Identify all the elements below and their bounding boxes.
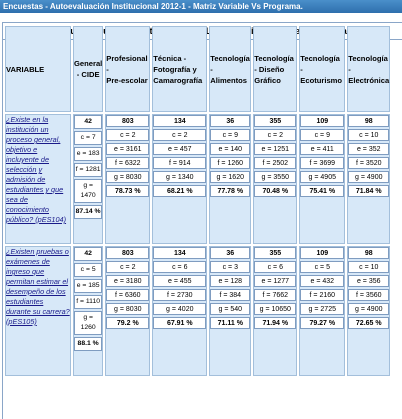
percent-value: 67.91 %: [153, 317, 206, 329]
program-header-fotografia: Técnica - Fotografía y Camarografía: [152, 26, 207, 112]
g-value: g = 1340: [153, 171, 206, 183]
c-value: c = 6: [153, 261, 206, 273]
e-value: e = 1277: [254, 275, 296, 287]
percent-value: 88.1 %: [74, 337, 102, 351]
percent-value: 68.21 %: [153, 185, 206, 197]
variable-question: ¿Existen pruebas o exámenes de ingreso que permitan estimar el desempeño de los estudiantes durante su carrera? (pES105): [5, 246, 71, 376]
total-value: 36: [210, 247, 250, 259]
e-value: e = 3180: [106, 275, 149, 287]
program-cell: [209, 114, 251, 244]
program-header-ecoturismo: Tecnología - Ecoturismo: [299, 26, 345, 112]
c-value: c = 2: [106, 261, 149, 273]
percent-value: 78.73 %: [106, 185, 149, 197]
program-cell: [209, 246, 251, 376]
e-value: e = 183: [74, 147, 102, 161]
total-value: 98: [348, 115, 389, 127]
f-value: f = 1260: [210, 157, 250, 169]
variable-program-matrix: [3, 24, 392, 378]
total-value: 98: [348, 247, 389, 259]
program-header-electronica: Tecnología - Electrónica: [347, 26, 390, 112]
f-value: f = 384: [210, 289, 250, 301]
variable-header: VARIABLE: [5, 26, 71, 112]
general-cell: [73, 246, 103, 376]
total-value: 803: [106, 247, 149, 259]
f-value: f = 6322: [106, 157, 149, 169]
g-value: g = 4900: [348, 303, 389, 315]
percent-value: 79.2 %: [106, 317, 149, 329]
table-row: [5, 114, 390, 244]
g-value: g = 3550: [254, 171, 296, 183]
e-value: e = 356: [348, 275, 389, 287]
g-value: g = 540: [210, 303, 250, 315]
g-value: g = 1620: [210, 171, 250, 183]
c-value: c = 5: [74, 263, 102, 277]
program-header-diseno-grafico: Tecnología - Diseño Gráfico: [253, 26, 297, 112]
program-header-preescolar: Profesional - Pre-escolar: [105, 26, 150, 112]
variable-question: ¿Existe en la institución un proceso general, objetivo e incluyente de selección y admisión de estudiantes y que sea de conocimiento público? (pES104): [5, 114, 71, 244]
percent-value: 72.65 %: [348, 317, 389, 329]
percent-value: 70.48 %: [254, 185, 296, 197]
f-value: f = 3520: [348, 157, 389, 169]
percent-value: 71.94 %: [254, 317, 296, 329]
program-header-alimentos: Tecnología - Alimentos: [209, 26, 251, 112]
c-value: c = 3: [210, 261, 250, 273]
total-value: 134: [153, 247, 206, 259]
c-value: c = 9: [300, 129, 344, 141]
percent-value: 77.78 %: [210, 185, 250, 197]
total-value: 355: [254, 115, 296, 127]
program-cell: [105, 114, 150, 244]
window-title: Encuestas - Autoevaluación Institucional 2012-1 - Matriz Variable Vs Programa.: [3, 2, 303, 11]
percent-value: 71.11 %: [210, 317, 250, 329]
e-value: e = 140: [210, 143, 250, 155]
program-cell: [299, 246, 345, 376]
f-value: f = 2730: [153, 289, 206, 301]
e-value: e = 455: [153, 275, 206, 287]
program-cell: [347, 114, 390, 244]
program-cell: [253, 114, 297, 244]
g-value: g = 1470: [74, 179, 102, 203]
program-cell: [347, 246, 390, 376]
percent-value: 75.41 %: [300, 185, 344, 197]
f-value: f = 7662: [254, 289, 296, 301]
total-value: 109: [300, 247, 344, 259]
window-title-bar: [0, 0, 402, 13]
c-value: c = 9: [210, 129, 250, 141]
total-value: 42: [74, 247, 102, 261]
table-row: [5, 246, 390, 376]
f-value: f = 6360: [106, 289, 149, 301]
matrix-container: [3, 24, 392, 378]
g-value: g = 8030: [106, 171, 149, 183]
general-header: General - CIDE: [73, 26, 103, 112]
e-value: e = 1251: [254, 143, 296, 155]
g-value: g = 4020: [153, 303, 206, 315]
program-cell: [152, 114, 207, 244]
c-value: c = 10: [348, 129, 389, 141]
c-value: c = 10: [348, 261, 389, 273]
percent-value: 71.84 %: [348, 185, 389, 197]
program-cell: [105, 246, 150, 376]
f-value: f = 1281: [74, 163, 102, 177]
f-value: f = 3560: [348, 289, 389, 301]
program-cell: [152, 246, 207, 376]
total-value: 355: [254, 247, 296, 259]
e-value: e = 128: [210, 275, 250, 287]
e-value: e = 432: [300, 275, 344, 287]
percent-value: 87.14 %: [74, 205, 102, 219]
e-value: e = 352: [348, 143, 389, 155]
f-value: f = 1110: [74, 295, 102, 309]
g-value: g = 8030: [106, 303, 149, 315]
total-value: 134: [153, 115, 206, 127]
c-value: c = 6: [254, 261, 296, 273]
f-value: f = 3699: [300, 157, 344, 169]
c-value: c = 2: [106, 129, 149, 141]
percent-value: 79.27 %: [300, 317, 344, 329]
g-value: g = 4905: [300, 171, 344, 183]
header-row: [5, 26, 390, 112]
total-value: 36: [210, 115, 250, 127]
total-value: 42: [74, 115, 102, 129]
program-cell: [299, 114, 345, 244]
total-value: 803: [106, 115, 149, 127]
c-value: c = 7: [74, 131, 102, 145]
g-value: g = 10650: [254, 303, 296, 315]
f-value: f = 2502: [254, 157, 296, 169]
e-value: e = 185: [74, 279, 102, 293]
c-value: c = 5: [300, 261, 344, 273]
total-value: 109: [300, 115, 344, 127]
c-value: c = 2: [153, 129, 206, 141]
general-cell: [73, 114, 103, 244]
g-value: g = 2725: [300, 303, 344, 315]
f-value: f = 2160: [300, 289, 344, 301]
g-value: g = 1260: [74, 311, 102, 335]
program-cell: [253, 246, 297, 376]
e-value: e = 411: [300, 143, 344, 155]
f-value: f = 914: [153, 157, 206, 169]
c-value: c = 2: [254, 129, 296, 141]
g-value: g = 4900: [348, 171, 389, 183]
e-value: e = 3161: [106, 143, 149, 155]
e-value: e = 457: [153, 143, 206, 155]
